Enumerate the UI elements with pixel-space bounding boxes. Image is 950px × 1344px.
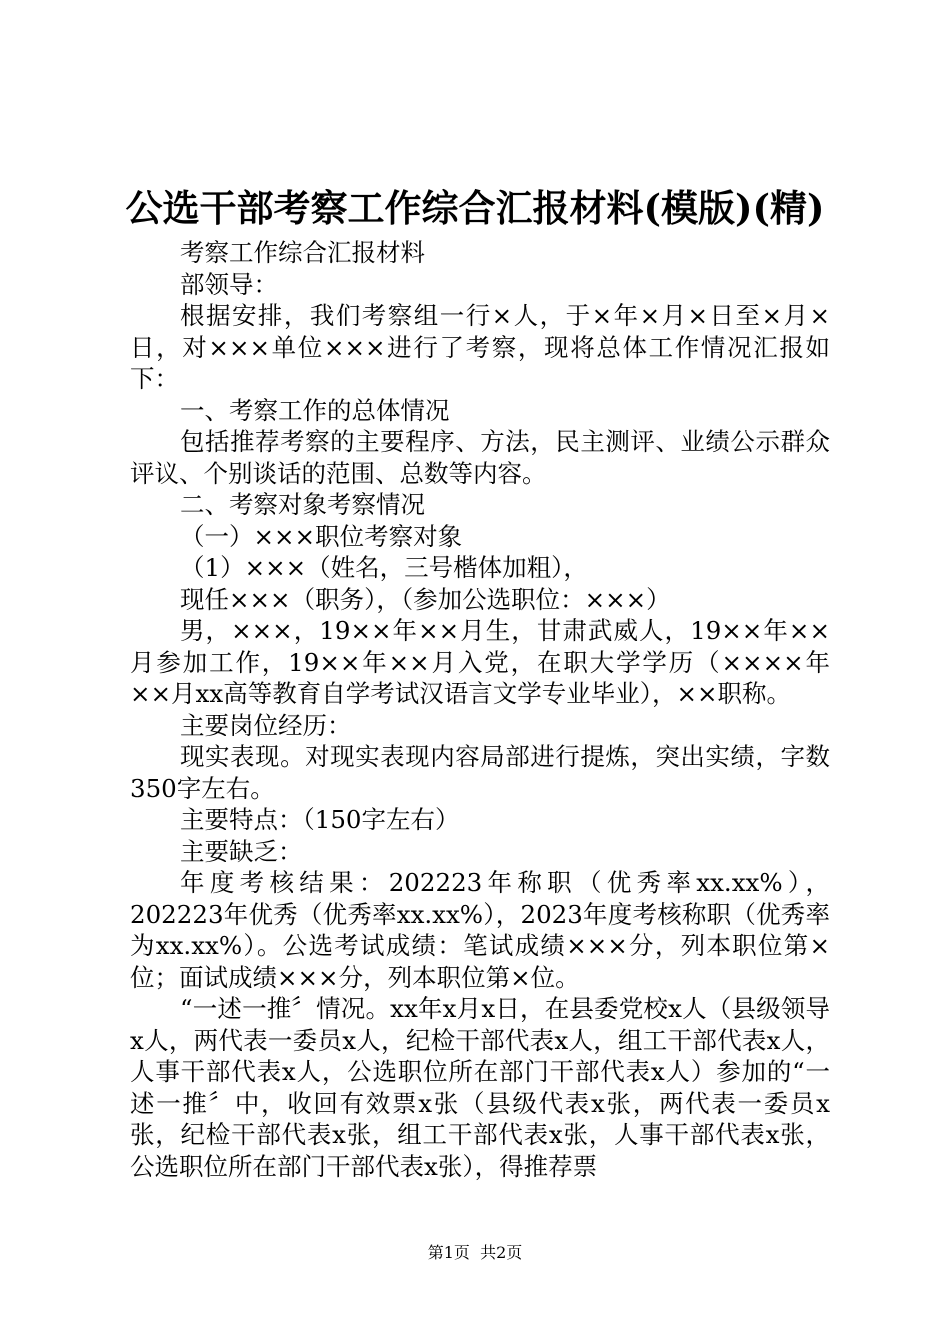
performance-paragraph: 现实表现。对现实表现内容局部进行提炼，突出实绩，字数350字左右。 bbox=[130, 742, 830, 803]
report-subtitle: 考察工作综合汇报材料 bbox=[180, 238, 425, 267]
page-number: 第1页 共2页 bbox=[427, 1243, 523, 1262]
career-heading: 主要岗位经历： bbox=[180, 710, 352, 740]
assessment-results: 年度考核结果：202223年称职（优秀率xx.xx%），202223年优秀（优秀率xx.xx%），2023年度考核称职（优秀率为xx.xx%）。公选考试成绩：笔试成绩×××分，列本职位第×位；面试成绩×××分，列本职位第×位。 bbox=[130, 868, 830, 992]
candidate-profile: 男，×××，19××年××月生，甘肃武威人，19××年××月参加工作，19××年××月入党，在职大学学历（××××年××月xx高等教育自学考试汉语言文学专业毕业），××职称。 bbox=[130, 616, 830, 708]
document-title: 公选干部考察工作综合汇报材料(模版)(精) bbox=[125, 186, 825, 230]
paragraph-overview: 包括推荐考察的主要程序、方法，民主测评、业绩公示群众评议、个别谈话的范围、总数等内容。 bbox=[130, 427, 830, 488]
candidate-position-line: 现任×××（职务），（参加公选职位：×××） bbox=[180, 584, 671, 614]
document-body bbox=[130, 237, 830, 1182]
salutation: 部领导： bbox=[180, 269, 278, 299]
recommendation-paragraph: “一述一推〞情况。xx年x月x日，在县委党校x人（县级领导x人，两代表一委员x人，纪检干部代表x人，组工干部代表x人，人事干部代表x人，公选职位所在部门干部代表x人）参加的“一述一推〞中，收回有效票x张（县级代表x张，两代表一委员x张，纪检干部代表x张，组工干部代表x张，人事干部代表x张，公选职位所在部门干部代表x张），得推荐票 bbox=[130, 994, 830, 1181]
paragraph-intro: 根据安排，我们考察组一行×人，于×年×月×日至×月×日，对×××单位×××进行了考察，现将总体工作情况汇报如下： bbox=[130, 301, 830, 393]
weaknesses-line: 主要缺乏： bbox=[180, 836, 303, 866]
subsection-heading: （一）×××职位考察对象 bbox=[180, 521, 463, 551]
candidate-name-line: （1）×××（姓名，三号楷体加粗）， bbox=[180, 553, 588, 582]
section-heading-2: 二、考察对象考察情况 bbox=[180, 490, 425, 519]
section-heading-1: 一、考察工作的总体情况 bbox=[180, 395, 450, 425]
strengths-line: 主要特点：（150字左右） bbox=[180, 805, 460, 834]
page-footer bbox=[0, 1243, 950, 1263]
